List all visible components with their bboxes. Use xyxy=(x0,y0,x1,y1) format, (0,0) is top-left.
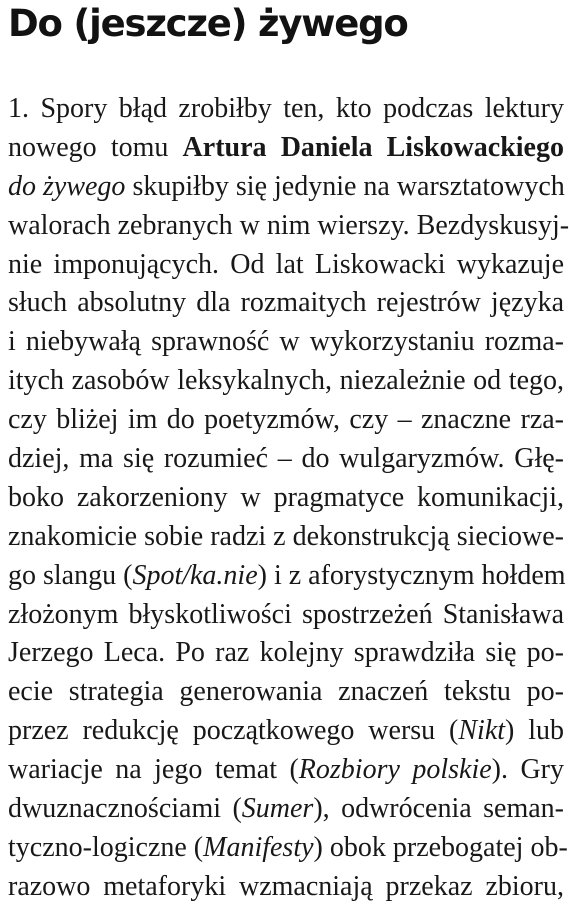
italic-text: Rozbiory polskie xyxy=(298,754,492,786)
paragraph-line xyxy=(8,129,564,168)
paragraph-line xyxy=(8,90,564,129)
italic-text: Sumer xyxy=(241,793,314,825)
page-title: Do (jeszcze) żywego xyxy=(8,2,408,45)
text-run: przez redukcję początkowego wersu ( xyxy=(8,715,459,747)
text-run: i niebywałą sprawność w wykorzystaniu rozma- xyxy=(8,326,564,358)
paragraph-line xyxy=(8,168,564,207)
paragraph-line xyxy=(8,751,564,790)
paragraph-line xyxy=(8,362,564,401)
text-run: ) lub xyxy=(505,715,564,747)
text-run: ), odwrócenia seman- xyxy=(313,793,564,825)
paragraph-line xyxy=(8,829,568,868)
paragraph-line xyxy=(8,634,564,673)
text-run: razowo metaforyki wzmacniają przekaz zbioru, xyxy=(8,870,564,902)
text-run: dwuznacznościami ( xyxy=(8,793,242,825)
italic-text: Nikt xyxy=(458,715,506,747)
text-run: nowego tomu xyxy=(8,131,183,163)
text-run: czy bliżej im do poetyzmów, czy – znaczne rza- xyxy=(8,404,564,436)
text-run: 1. Spory błąd zrobiłby ten, kto podczas lektury xyxy=(8,93,564,124)
paragraph-line xyxy=(8,440,564,479)
text-run: skupiłby się jedynie na warsztatowych xyxy=(125,170,565,202)
italic-text: Manifesty xyxy=(203,831,314,863)
italic-text: do żywego xyxy=(8,170,126,202)
paragraph-line xyxy=(8,284,564,323)
text-run: słuch absolutny dla rozmaitych rejestrów języka xyxy=(8,287,564,319)
text-run: tyczno-logiczne ( xyxy=(8,831,204,863)
text-run: wariacje na jego temat ( xyxy=(8,754,299,786)
text-run: złożonym błyskotliwości spostrzeżeń Stanisława xyxy=(8,598,564,630)
paragraph-line xyxy=(8,518,564,557)
text-run: znakomicie sobie radzi z dekonstrukcją sieciowe- xyxy=(8,520,564,552)
article-body xyxy=(8,90,569,907)
text-run: boko zakorzeniony w pragmatyce komunikacji, xyxy=(8,481,564,513)
italic-text: Spot/ka.nie xyxy=(132,559,258,591)
paragraph-line xyxy=(8,596,564,635)
text-run: itych zasobów leksykalnych, niezależnie od tego, xyxy=(8,365,564,397)
text-run: ). Gry xyxy=(491,754,564,786)
bold-text: Artura Daniela Liskowackiego xyxy=(182,131,564,163)
text-run: ) obok przebogatej ob- xyxy=(313,831,568,863)
paragraph-line xyxy=(8,479,564,518)
text-run: walorach zebranych w nim wierszy. Bezdyskusyj- xyxy=(8,209,569,241)
paragraph-line xyxy=(8,557,564,596)
text-run: dziej, ma się rozumieć – do wulgaryzmów. Głę- xyxy=(8,443,564,475)
paragraph-line xyxy=(8,207,569,246)
text-run: ecie strategia generowania znaczeń tekstu po- xyxy=(8,676,564,708)
paragraph-line xyxy=(8,401,564,440)
paragraph-line xyxy=(8,323,564,362)
text-run: go slangu ( xyxy=(8,559,133,591)
paragraph-line xyxy=(8,868,564,907)
text-run: Jerzego Leca. Po raz kolejny sprawdziła się po- xyxy=(8,637,564,669)
paragraph-line xyxy=(8,790,564,829)
paragraph-line xyxy=(8,673,564,712)
text-run: nie imponujących. Od lat Liskowacki wykazuje xyxy=(8,248,564,280)
paragraph-line xyxy=(8,246,564,285)
text-run: ) i z aforystycznym hołdem xyxy=(257,559,566,591)
paragraph-line xyxy=(8,712,564,751)
